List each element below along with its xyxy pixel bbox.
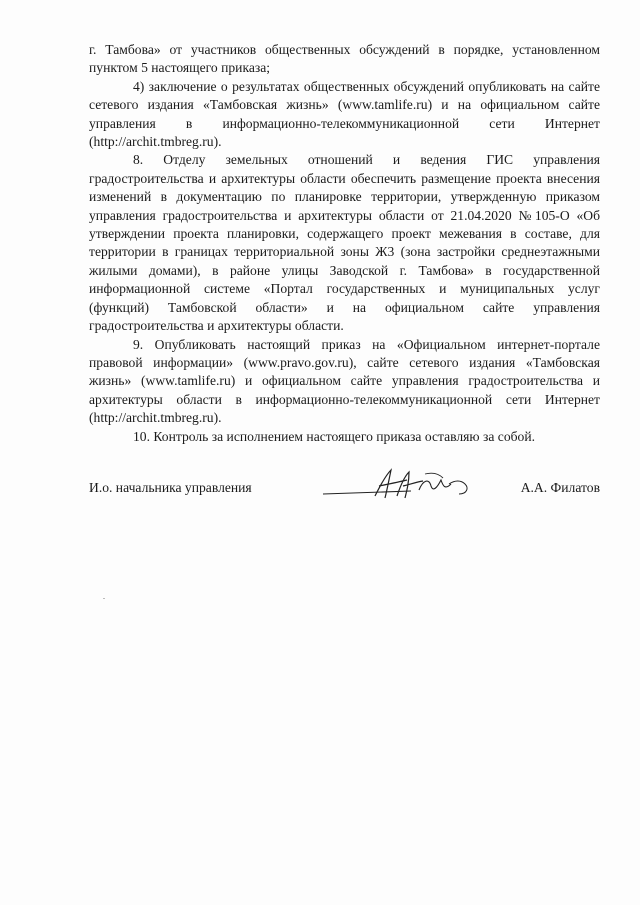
paragraph-item-4: 4) заключение о результатах общественных обсуждений опубликовать на сайте сетевого издания «Тамбовская жизнь» (www.tamlife.ru) и на официальном сайте управления в информационно-телекоммуникационной сети Интернет (http://archit.tmbreg.ru). bbox=[89, 78, 600, 150]
paragraph-item-10: 10. Контроль за исполнением настоящего приказа оставляю за собой. bbox=[133, 428, 535, 444]
scan-speck bbox=[103, 598, 105, 599]
document-body bbox=[89, 41, 600, 446]
signatory-title: И.о. начальника управления bbox=[89, 480, 252, 495]
signature-block bbox=[89, 476, 600, 516]
handwritten-signature bbox=[319, 466, 479, 506]
signatory-name: А.А. Филатов bbox=[520, 480, 600, 495]
paragraph-item-8: 8. Отделу земельных отношений и ведения ГИС управления градостроительства и архитектуры области обеспечить размещение проекта внесения изменений в документацию по планировке территории, утвержденную приказом управления градостроительства и архитектуры области от 21.04.2020 №105-О «Об утверждении проекта планировки, содержащего проект межевания в составе, для территории в границах территориальной зоны Ж3 (зона застройки среднеэтажными жилыми домами), в районе улицы Заводской г. Тамбова» в государственной информационной системе «Портал государственных и муниципальных услуг (функций) Тамбовской области» и на официальном сайте управления градостроительства и архитектуры области. bbox=[89, 152, 600, 334]
paragraph-continuation: г. Тамбова» от участников общественных обсуждений в порядке, установленном пунктом 5 настоящего приказа; bbox=[89, 42, 600, 76]
paragraph-item-9: 9. Опубликовать настоящий приказ на «Официальном интернет-портале правовой информации» (www.pravo.gov.ru), сайте сетевого издания «Тамбовская жизнь» (www.tamlife.ru) и официальном сайте управления градостроительства и архитектуры области в информационно-телекоммуникационной сети Интернет (http://archit.tmbreg.ru). bbox=[89, 336, 600, 426]
